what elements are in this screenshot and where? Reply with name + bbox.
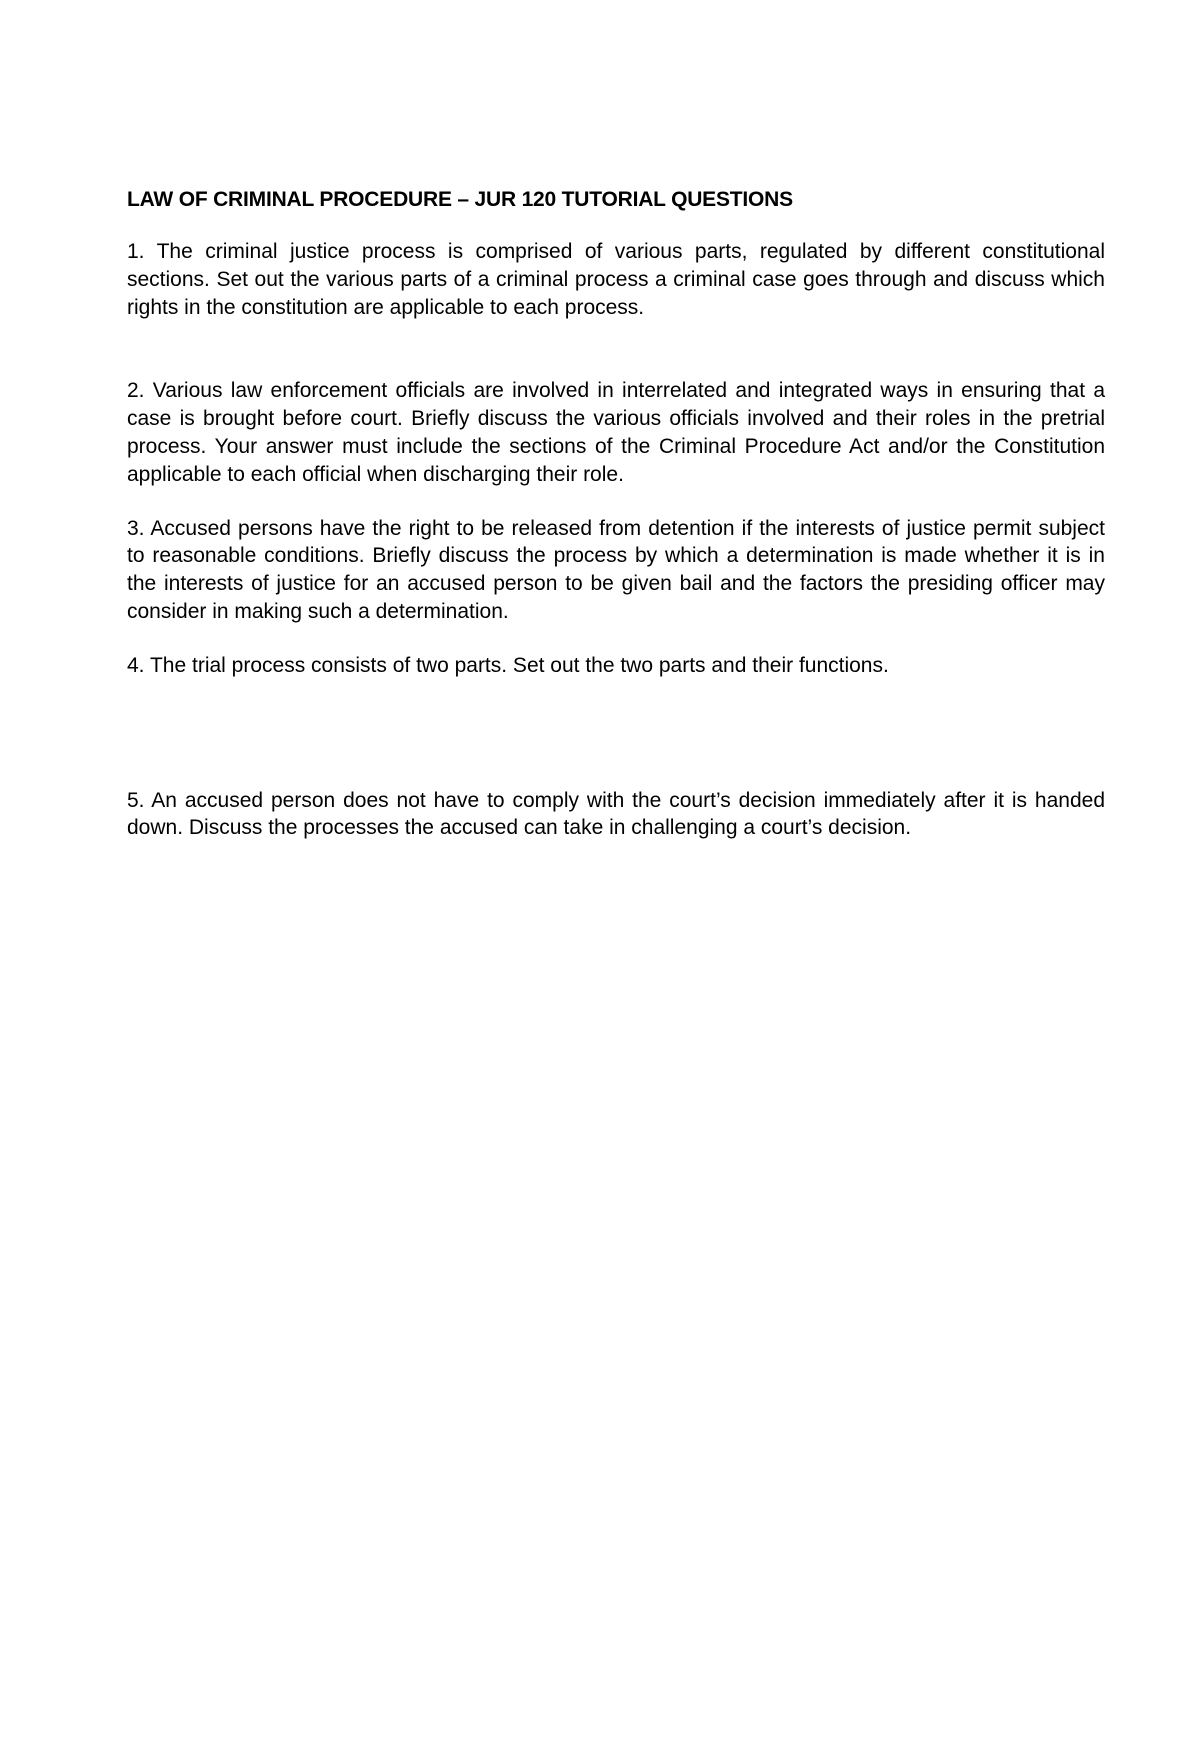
document-body <box>127 186 1105 842</box>
question-1: 1. The criminal justice process is comprised of various parts, regulated by different constitutional sections. Set out the various parts of a criminal process a criminal case goes through and discuss which rights in the constitution are applicable to each process. <box>127 240 1105 319</box>
question-2: 2. Various law enforcement officials are involved in interrelated and integrated ways in ensuring that a case is brought before court. Briefly discuss the various officials involved and their roles in the pretrial process. Your answer must include the sections of the Criminal Procedure Act and/or the Constitution applicable to each official when discharging their role. <box>127 379 1105 486</box>
question-5: 5. An accused person does not have to comply with the court’s decision immediately after it is handed down. Discuss the processes the accused can take in challenging a court’s decision. <box>127 788 1105 840</box>
document-title: LAW OF CRIMINAL PROCEDURE – JUR 120 TUTORIAL QUESTIONS <box>127 188 793 211</box>
question-4: 4. The trial process consists of two parts. Set out the two parts and their functions. <box>127 653 889 677</box>
question-3: 3. Accused persons have the right to be released from detention if the interests of justice permit subject to reasonable conditions. Briefly discuss the process by which a determination is made whether it is in the interests of justice for an accused person to be given bail and the factors the presiding officer may consider in making such a determination. <box>127 516 1105 623</box>
